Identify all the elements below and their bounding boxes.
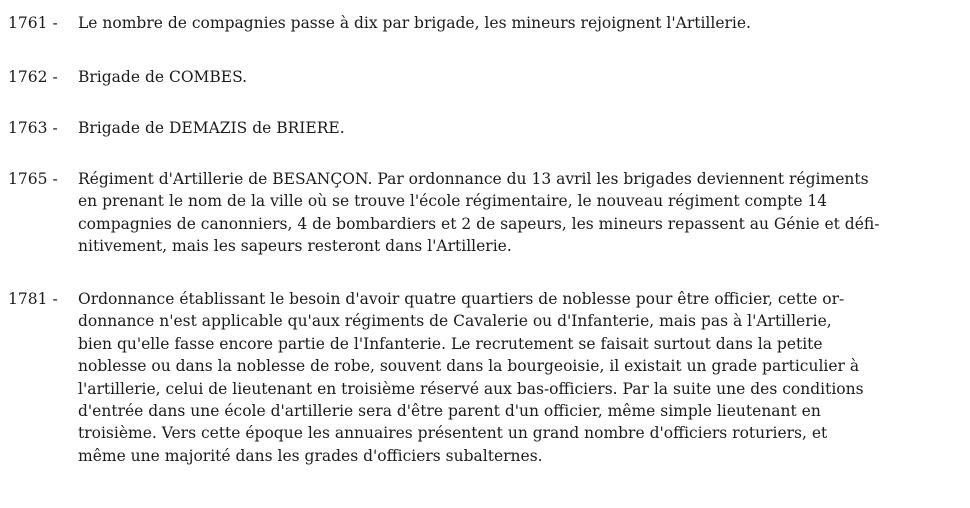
text-line: l'artillerie, celui de lieutenant en troisième réservé aux bas-officiers. Par la suite une des conditions [78,379,864,398]
text-line: bien qu'elle fasse encore partie de l'Infanterie. Le recrutement se faisait surtout dans la petite [78,334,823,353]
text-line: compagnies de canonniers, 4 de bombardiers et 2 de sapeurs, les mineurs repassent au Génie et défi- [78,214,880,233]
text-line: troisième. Vers cette époque les annuaires présentent un grand nombre d'officiers roturiers, et [78,424,828,443]
entry-year: 1762 - [8,68,58,86]
text-line: Ordonnance établissant le besoin d'avoir quatre quartiers de noblesse pour être officier, cette or- [78,290,845,308]
text-line: Le nombre de compagnies passe à dix par brigade, les mineurs rejoignent l'Artillerie. [78,14,751,32]
text-line: Brigade de COMBES. [78,68,248,86]
entry-text [78,168,926,258]
entry-text [78,66,926,88]
entry-year: 1763 - [8,119,58,137]
text-line: donnance n'est applicable qu'aux régiments de Cavalerie ou d'Infanterie, mais pas à l'Artillerie, [78,312,832,331]
text-line: même une majorité dans les grades d'officiers subalternes. [78,446,543,465]
entry-text [78,117,926,139]
text-line: d'entrée dans une école d'artillerie sera d'être parent d'un officier, même simple lieutenant en [78,401,821,420]
entry-year: 1781 - [8,290,58,308]
entry-text [78,12,926,34]
text-line: noblesse ou dans la noblesse de robe, souvent dans la bourgeoisie, il existait un grade particulier à [78,357,860,376]
entry-text [78,288,926,467]
entry-year: 1761 - [8,14,58,32]
entry-year: 1765 - [8,170,58,188]
text-line: Brigade de DEMAZIS de BRIERE. [78,119,345,137]
text-line: en prenant le nom de la ville où se trouve l'école régimentaire, le nouveau régiment compte 14 [78,192,828,211]
text-line: nitivement, mais les sapeurs resteront dans l'Artillerie. [78,237,512,256]
text-line: Régiment d'Artillerie de BESANÇON. Par ordonnance du 13 avril les brigades deviennent régiments [78,170,869,188]
